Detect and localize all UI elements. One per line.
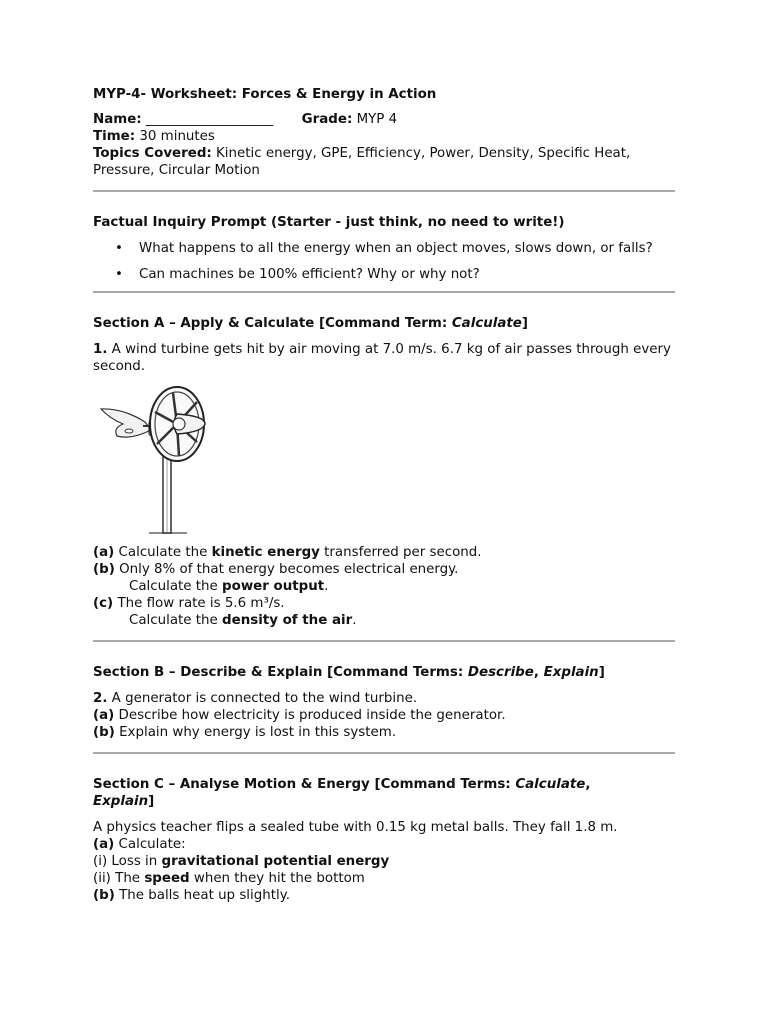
name-grade-line [93, 111, 675, 128]
part-a [93, 544, 675, 561]
part-text: Only 8% of that energy becomes electrical energy. [119, 562, 459, 577]
topics-label: Topics Covered: [93, 146, 212, 161]
time-value: 30 minutes [139, 129, 215, 144]
worksheet-title: MYP-4- Worksheet: Forces & Energy in Action [93, 87, 437, 102]
command-term: Explain [543, 665, 599, 680]
part-text: Calculate the [118, 545, 212, 560]
part-text: Describe how electricity is produced inside the generator. [118, 708, 506, 723]
bullet-icon: • [115, 241, 123, 256]
topics-line [93, 145, 675, 179]
subpart-text: when they hit the bottom [189, 871, 365, 886]
subpart-ii [93, 870, 675, 887]
part-label: (a) [93, 837, 115, 852]
section-c-heading-end: ] [148, 794, 155, 809]
name-blank: ___________________ [145, 112, 274, 127]
command-term: Describe [467, 665, 534, 680]
question-text: A generator is connected to the wind turbine. [111, 691, 418, 706]
section-a-heading-end: ] [521, 316, 529, 331]
part-a [93, 707, 675, 724]
question-text: A wind turbine gets hit by air moving at 7.0 m/s. 6.7 kg of air passes through every second. [93, 342, 671, 374]
part-a [93, 836, 675, 853]
part-text: . [352, 613, 357, 628]
wind-turbine-icon [93, 382, 261, 538]
part-text: . [324, 579, 329, 594]
divider [93, 752, 675, 754]
section-b-heading-text: Section B – Describe & Explain [Command Terms: [93, 665, 468, 680]
subpart-i [93, 853, 675, 870]
name-label: Name: [93, 112, 142, 127]
section-c-heading-text: Section C – Analyse Motion & Energy [Command Terms: [93, 777, 516, 792]
grade-value: MYP 4 [356, 112, 398, 127]
part-label: (b) [93, 562, 115, 577]
list-item [93, 266, 675, 283]
part-b [93, 887, 675, 904]
subpart-text: (ii) The [93, 871, 145, 886]
command-term: Calculate [515, 777, 586, 792]
part-b [93, 724, 675, 741]
command-term: Explain [93, 794, 149, 809]
part-text: transferred per second. [319, 545, 482, 560]
worksheet-page [93, 86, 675, 904]
heading-separator: , [533, 665, 544, 680]
heading-separator: , [585, 777, 591, 792]
part-text: Calculate the [129, 613, 223, 628]
inquiry-list [93, 240, 675, 283]
time-line [93, 128, 675, 145]
part-text: The balls heat up slightly. [119, 888, 290, 903]
section-c-heading [93, 776, 675, 810]
question-2 [93, 690, 675, 707]
part-key-term: speed [144, 871, 190, 886]
part-c [93, 595, 675, 612]
part-label: (b) [93, 888, 115, 903]
question-1 [93, 341, 675, 375]
part-label: (b) [93, 725, 115, 740]
part-text: The flow rate is 5.6 m³/s. [117, 596, 285, 611]
wind-turbine-illustration [93, 382, 261, 538]
section-a-heading [93, 315, 675, 332]
question-number: 1. [93, 342, 108, 357]
section-a-heading-text: Section A – Apply & Calculate [Command Term: [93, 316, 452, 331]
part-text: Explain why energy is lost in this system. [119, 725, 397, 740]
divider [93, 640, 675, 642]
inquiry-item-text: What happens to all the energy when an object moves, slows down, or falls? [139, 241, 653, 256]
topics-value: Kinetic energy, GPE, Efficiency, Power, Density, Specific Heat, Pressure, Circular Motion [93, 146, 631, 178]
divider [93, 291, 675, 293]
part-key-term: density of the air [222, 613, 353, 628]
part-label: (c) [93, 596, 114, 611]
divider [93, 190, 675, 192]
inquiry-heading: Factual Inquiry Prompt (Starter - just think, no need to write!) [93, 215, 565, 230]
command-term: Calculate [451, 316, 522, 331]
bullet-icon: • [115, 267, 123, 282]
part-b-task [93, 578, 675, 595]
part-key-term: power output [222, 579, 325, 594]
part-c-task [93, 612, 675, 629]
section-c-intro: A physics teacher flips a sealed tube with 0.15 kg metal balls. They fall 1.8 m. [93, 820, 618, 835]
inquiry-item-text: Can machines be 100% efficient? Why or why not? [139, 267, 480, 282]
subpart-text: (i) Loss in [93, 854, 162, 869]
part-text: Calculate the [129, 579, 223, 594]
part-key-term: kinetic energy [211, 545, 320, 560]
part-label: (a) [93, 545, 115, 560]
part-key-term: gravitational potential energy [161, 854, 390, 869]
section-b-heading-end: ] [598, 665, 605, 680]
section-b-heading [93, 664, 675, 681]
part-text: Calculate: [118, 837, 186, 852]
part-label: (a) [93, 708, 115, 723]
list-item [93, 240, 675, 257]
part-b [93, 561, 675, 578]
grade-label: Grade: [301, 112, 353, 127]
time-label: Time: [93, 129, 136, 144]
question-number: 2. [93, 691, 108, 706]
